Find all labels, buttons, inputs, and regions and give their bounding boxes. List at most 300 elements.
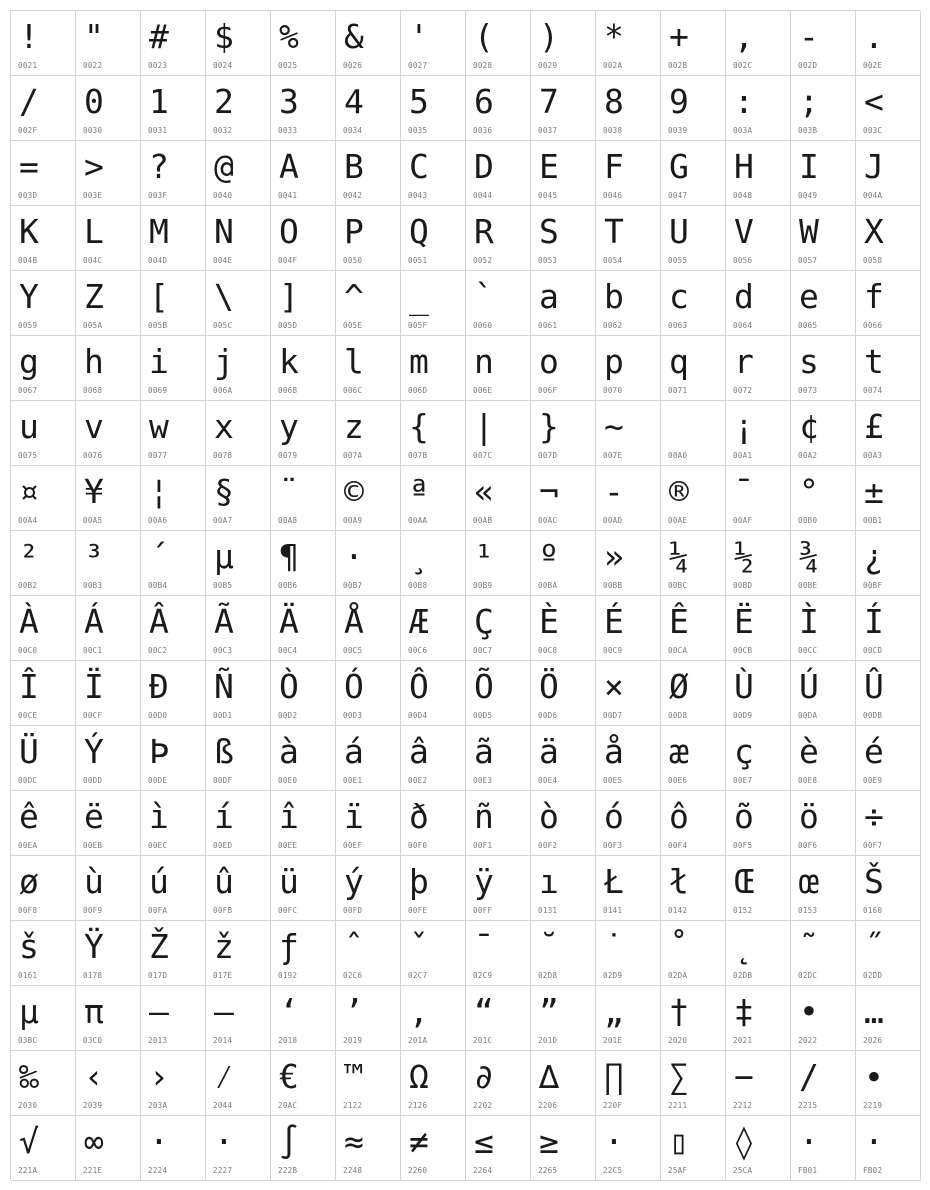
glyph-codepoint: 004A bbox=[863, 191, 883, 200]
glyph-cell bbox=[726, 336, 791, 401]
glyph-cell bbox=[726, 401, 791, 466]
glyph-codepoint: 25CA bbox=[733, 1166, 753, 1175]
glyph-char: Œ bbox=[734, 862, 754, 901]
glyph-cell bbox=[791, 726, 856, 791]
glyph-char: 5 bbox=[409, 82, 429, 121]
glyph-codepoint: 0152 bbox=[733, 906, 753, 915]
glyph-codepoint: 201E bbox=[603, 1036, 623, 1045]
glyph-codepoint: 2224 bbox=[148, 1166, 168, 1175]
glyph-cell bbox=[271, 271, 336, 336]
glyph-cell bbox=[466, 1116, 531, 1181]
glyph-cell bbox=[661, 206, 726, 271]
glyph-cell bbox=[206, 531, 271, 596]
glyph-codepoint: 0142 bbox=[668, 906, 688, 915]
glyph-codepoint: 0074 bbox=[863, 386, 883, 395]
glyph-codepoint: 00E2 bbox=[408, 776, 428, 785]
glyph-char: g bbox=[19, 342, 39, 381]
glyph-char: μ bbox=[19, 992, 39, 1031]
glyph-cell bbox=[596, 1116, 661, 1181]
glyph-char: ð bbox=[409, 797, 429, 836]
glyph-char: Á bbox=[84, 602, 104, 641]
glyph-char: ƒ bbox=[279, 927, 299, 966]
glyph-codepoint: 0025 bbox=[278, 61, 298, 70]
glyph-cell bbox=[791, 921, 856, 986]
glyph-cell bbox=[271, 856, 336, 921]
glyph-char: 1 bbox=[149, 82, 169, 121]
glyph-codepoint: 00D7 bbox=[603, 711, 623, 720]
glyph-char: ı bbox=[539, 862, 559, 901]
glyph-codepoint: 00E1 bbox=[343, 776, 363, 785]
glyph-codepoint: 00DE bbox=[148, 776, 168, 785]
glyph-char: ◊ bbox=[734, 1122, 754, 1161]
glyph-char: ‚ bbox=[409, 992, 429, 1031]
glyph-cell bbox=[11, 596, 76, 661]
glyph-char: ¡ bbox=[734, 407, 754, 446]
glyph-char: u bbox=[19, 407, 39, 446]
glyph-char: i bbox=[149, 342, 169, 381]
glyph-char: : bbox=[734, 82, 754, 121]
glyph-cell bbox=[726, 1051, 791, 1116]
glyph-char: ‹ bbox=[84, 1057, 104, 1096]
glyph-char: # bbox=[149, 17, 169, 56]
glyph-codepoint: 00EE bbox=[278, 841, 298, 850]
glyph-cell bbox=[531, 921, 596, 986]
glyph-char: ¯ bbox=[734, 472, 754, 511]
glyph-cell bbox=[401, 1116, 466, 1181]
glyph-codepoint: 20AC bbox=[278, 1101, 298, 1110]
glyph-char: ∞ bbox=[84, 1122, 104, 1161]
glyph-char: O bbox=[279, 212, 299, 251]
glyph-cell bbox=[206, 1051, 271, 1116]
glyph-char: á bbox=[344, 732, 364, 771]
glyph-char: G bbox=[669, 147, 689, 186]
glyph-cell bbox=[661, 271, 726, 336]
glyph-char: w bbox=[149, 407, 169, 446]
glyph-codepoint: 00CC bbox=[798, 646, 818, 655]
glyph-char: & bbox=[344, 17, 364, 56]
glyph-cell bbox=[466, 856, 531, 921]
glyph-codepoint: 2013 bbox=[148, 1036, 168, 1045]
glyph-codepoint: 00B3 bbox=[83, 581, 103, 590]
glyph-cell bbox=[531, 466, 596, 531]
glyph-char: È bbox=[539, 602, 559, 641]
glyph-cell bbox=[596, 466, 661, 531]
glyph-char: d bbox=[734, 277, 754, 316]
glyph-codepoint: 002F bbox=[18, 126, 38, 135]
glyph-cell bbox=[661, 661, 726, 726]
glyph-char: % bbox=[279, 17, 299, 56]
glyph-codepoint: 0037 bbox=[538, 126, 558, 135]
glyph-char: ˇ bbox=[409, 927, 429, 966]
glyph-char: Ö bbox=[539, 667, 559, 706]
glyph-codepoint: 00A6 bbox=[148, 516, 168, 525]
glyph-codepoint: 017D bbox=[148, 971, 168, 980]
glyph-codepoint: 0076 bbox=[83, 451, 103, 460]
glyph-codepoint: 006B bbox=[278, 386, 298, 395]
glyph-codepoint: 006A bbox=[213, 386, 233, 395]
glyph-cell bbox=[11, 11, 76, 76]
glyph-cell bbox=[596, 206, 661, 271]
glyph-char: e bbox=[799, 277, 819, 316]
glyph-char: Ê bbox=[669, 602, 689, 641]
glyph-codepoint: 00BE bbox=[798, 581, 818, 590]
glyph-char: ∑ bbox=[669, 1057, 689, 1096]
glyph-char: Ł bbox=[604, 862, 624, 901]
glyph-char: π bbox=[84, 992, 104, 1031]
glyph-char: ( bbox=[474, 17, 494, 56]
glyph-char: ½ bbox=[734, 537, 754, 576]
glyph-char: Ÿ bbox=[84, 927, 104, 966]
glyph-cell bbox=[596, 791, 661, 856]
glyph-codepoint: 00D9 bbox=[733, 711, 753, 720]
glyph-char: ! bbox=[19, 17, 39, 56]
glyph-char: < bbox=[864, 82, 884, 121]
glyph-codepoint: 00ED bbox=[213, 841, 233, 850]
glyph-codepoint: 00F2 bbox=[538, 841, 558, 850]
glyph-codepoint: 2022 bbox=[798, 1036, 818, 1045]
glyph-cell bbox=[11, 531, 76, 596]
glyph-char: ‘ bbox=[279, 992, 299, 1031]
glyph-char: À bbox=[19, 602, 39, 641]
glyph-codepoint: 0070 bbox=[603, 386, 623, 395]
glyph-cell bbox=[141, 726, 206, 791]
glyph-codepoint: 0046 bbox=[603, 191, 623, 200]
glyph-char: ã bbox=[474, 732, 494, 771]
glyph-cell bbox=[856, 856, 921, 921]
glyph-cell bbox=[531, 856, 596, 921]
glyph-char: ô bbox=[669, 797, 689, 836]
glyph-cell bbox=[856, 661, 921, 726]
glyph-codepoint: 00D0 bbox=[148, 711, 168, 720]
glyph-cell bbox=[401, 791, 466, 856]
glyph-char: 9 bbox=[669, 82, 689, 121]
glyph-codepoint: 0042 bbox=[343, 191, 363, 200]
glyph-char: ∕ bbox=[799, 1057, 819, 1096]
glyph-codepoint: 017E bbox=[213, 971, 233, 980]
glyph-codepoint: 005C bbox=[213, 321, 233, 330]
glyph-cell bbox=[596, 986, 661, 1051]
glyph-codepoint: 0043 bbox=[408, 191, 428, 200]
glyph-cell bbox=[206, 76, 271, 141]
glyph-char: > bbox=[84, 147, 104, 186]
glyph-cell bbox=[531, 986, 596, 1051]
glyph-cell bbox=[791, 11, 856, 76]
glyph-codepoint: 00C0 bbox=[18, 646, 38, 655]
glyph-char: Ž bbox=[149, 927, 169, 966]
glyph-codepoint: 00C9 bbox=[603, 646, 623, 655]
glyph-codepoint: 0066 bbox=[863, 321, 883, 330]
glyph-cell bbox=[856, 401, 921, 466]
glyph-codepoint: 00E6 bbox=[668, 776, 688, 785]
glyph-codepoint: 2215 bbox=[798, 1101, 818, 1110]
glyph-char: ü bbox=[279, 862, 299, 901]
glyph-cell bbox=[726, 856, 791, 921]
glyph-cell bbox=[206, 661, 271, 726]
glyph-char: s bbox=[799, 342, 819, 381]
glyph-codepoint: 00F7 bbox=[863, 841, 883, 850]
glyph-codepoint: 00D4 bbox=[408, 711, 428, 720]
glyph-cell bbox=[661, 76, 726, 141]
glyph-cell bbox=[401, 401, 466, 466]
glyph-char: Š bbox=[864, 862, 884, 901]
glyph-char: ¿ bbox=[864, 537, 884, 576]
glyph-char: § bbox=[214, 472, 234, 511]
glyph-cell bbox=[336, 336, 401, 401]
glyph-cell bbox=[531, 141, 596, 206]
glyph-cell bbox=[661, 726, 726, 791]
glyph-char: Ç bbox=[474, 602, 494, 641]
glyph-char: J bbox=[864, 147, 884, 186]
glyph-char: Þ bbox=[149, 732, 169, 771]
glyph-char: Û bbox=[864, 667, 884, 706]
glyph-codepoint: 00FD bbox=[343, 906, 363, 915]
glyph-cell bbox=[141, 76, 206, 141]
glyph-codepoint: 0131 bbox=[538, 906, 558, 915]
glyph-char: ø bbox=[19, 862, 39, 901]
glyph-codepoint: 006E bbox=[473, 386, 493, 395]
glyph-char: 6 bbox=[474, 82, 494, 121]
glyph-cell bbox=[856, 1051, 921, 1116]
glyph-codepoint: 00A5 bbox=[83, 516, 103, 525]
glyph-char: Ω bbox=[409, 1057, 429, 1096]
glyph-cell bbox=[401, 986, 466, 1051]
glyph-cell bbox=[11, 141, 76, 206]
glyph-cell bbox=[726, 596, 791, 661]
glyph-codepoint: 00A0 bbox=[668, 451, 688, 460]
glyph-cell bbox=[76, 531, 141, 596]
glyph-char: m bbox=[409, 342, 429, 381]
glyph-char: x bbox=[214, 407, 234, 446]
glyph-char: √ bbox=[19, 1122, 39, 1161]
glyph-char: ˘ bbox=[539, 927, 559, 966]
glyph-char: 8 bbox=[604, 82, 624, 121]
glyph-cell bbox=[726, 11, 791, 76]
glyph-char: ’ bbox=[344, 992, 364, 1031]
glyph-char: l bbox=[344, 342, 364, 381]
glyph-codepoint: 00B6 bbox=[278, 581, 298, 590]
glyph-codepoint: 02DC bbox=[798, 971, 818, 980]
glyph-cell bbox=[76, 206, 141, 271]
glyph-codepoint: 03C0 bbox=[83, 1036, 103, 1045]
glyph-char: c bbox=[669, 277, 689, 316]
glyph-cell bbox=[401, 141, 466, 206]
glyph-char: @ bbox=[214, 147, 234, 186]
glyph-codepoint: 0141 bbox=[603, 906, 623, 915]
glyph-cell bbox=[336, 271, 401, 336]
glyph-cell bbox=[661, 531, 726, 596]
glyph-cell bbox=[271, 791, 336, 856]
glyph-char: ≥ bbox=[539, 1122, 559, 1161]
glyph-codepoint: 0054 bbox=[603, 256, 623, 265]
glyph-cell bbox=[336, 141, 401, 206]
glyph-cell bbox=[206, 791, 271, 856]
glyph-codepoint: 00DB bbox=[863, 711, 883, 720]
glyph-cell bbox=[856, 1116, 921, 1181]
glyph-cell bbox=[466, 791, 531, 856]
glyph-cell bbox=[466, 596, 531, 661]
glyph-cell bbox=[206, 921, 271, 986]
glyph-cell bbox=[11, 206, 76, 271]
glyph-codepoint: 0058 bbox=[863, 256, 883, 265]
glyph-codepoint: 0024 bbox=[213, 61, 233, 70]
glyph-cell bbox=[661, 596, 726, 661]
glyph-codepoint: 2126 bbox=[408, 1101, 428, 1110]
glyph-char: • bbox=[799, 992, 819, 1031]
glyph-codepoint: 0033 bbox=[278, 126, 298, 135]
glyph-char: å bbox=[604, 732, 624, 771]
glyph-codepoint: 0039 bbox=[668, 126, 688, 135]
glyph-cell bbox=[336, 1051, 401, 1116]
glyph-char: › bbox=[149, 1057, 169, 1096]
glyph-cell bbox=[401, 921, 466, 986]
glyph-cell bbox=[336, 1116, 401, 1181]
glyph-char: ∆ bbox=[539, 1057, 559, 1096]
glyph-cell bbox=[466, 336, 531, 401]
glyph-cell bbox=[271, 11, 336, 76]
glyph-codepoint: 00D3 bbox=[343, 711, 363, 720]
glyph-cell bbox=[271, 531, 336, 596]
glyph-char: ° bbox=[799, 472, 819, 511]
glyph-char: { bbox=[409, 407, 429, 446]
glyph-cell bbox=[856, 11, 921, 76]
glyph-cell bbox=[141, 401, 206, 466]
glyph-codepoint: 0067 bbox=[18, 386, 38, 395]
glyph-char: A bbox=[279, 147, 299, 186]
glyph-cell bbox=[141, 596, 206, 661]
glyph-cell bbox=[271, 1116, 336, 1181]
glyph-codepoint: 00E3 bbox=[473, 776, 493, 785]
glyph-char: S bbox=[539, 212, 559, 251]
glyph-char: o bbox=[539, 342, 559, 381]
glyph-char: ” bbox=[539, 992, 559, 1031]
glyph-cell bbox=[531, 1116, 596, 1181]
glyph-char: º bbox=[539, 537, 559, 576]
glyph-char: ˙ bbox=[604, 927, 624, 966]
glyph-codepoint: 2248 bbox=[343, 1166, 363, 1175]
glyph-char: ò bbox=[539, 797, 559, 836]
glyph-codepoint: 003E bbox=[83, 191, 103, 200]
glyph-char: 4 bbox=[344, 82, 364, 121]
glyph-char: ¦ bbox=[149, 472, 169, 511]
glyph-cell bbox=[856, 531, 921, 596]
glyph-char: ¢ bbox=[799, 407, 819, 446]
glyph-cell bbox=[596, 336, 661, 401]
glyph-char: Ë bbox=[734, 602, 754, 641]
glyph-cell bbox=[401, 856, 466, 921]
glyph-codepoint: 00F8 bbox=[18, 906, 38, 915]
glyph-cell bbox=[141, 206, 206, 271]
glyph-cell bbox=[856, 76, 921, 141]
glyph-char: ² bbox=[19, 537, 39, 576]
glyph-char: ® bbox=[669, 472, 689, 511]
glyph-cell bbox=[726, 76, 791, 141]
glyph-codepoint: 0031 bbox=[148, 126, 168, 135]
glyph-codepoint: 02C7 bbox=[408, 971, 428, 980]
glyph-char: “ bbox=[474, 992, 494, 1031]
glyph-cell bbox=[206, 596, 271, 661]
glyph-char: ñ bbox=[474, 797, 494, 836]
glyph-codepoint: 00DA bbox=[798, 711, 818, 720]
glyph-char: µ bbox=[214, 537, 234, 576]
glyph-char: N bbox=[214, 212, 234, 251]
glyph-codepoint: 00FF bbox=[473, 906, 493, 915]
glyph-cell bbox=[271, 401, 336, 466]
glyph-char: ≤ bbox=[474, 1122, 494, 1161]
glyph-codepoint: 00AD bbox=[603, 516, 623, 525]
glyph-char: Ú bbox=[799, 667, 819, 706]
glyph-cell bbox=[466, 531, 531, 596]
glyph-codepoint: 003A bbox=[733, 126, 753, 135]
glyph-char: Ã bbox=[214, 602, 234, 641]
glyph-char: ▯ bbox=[669, 1122, 689, 1161]
glyph-cell bbox=[791, 206, 856, 271]
glyph-char: Õ bbox=[474, 667, 494, 706]
glyph-cell bbox=[791, 596, 856, 661]
glyph-char: â bbox=[409, 732, 429, 771]
glyph-codepoint: 0029 bbox=[538, 61, 558, 70]
glyph-char: C bbox=[409, 147, 429, 186]
glyph-char: ¹ bbox=[474, 537, 494, 576]
glyph-char: ‰ bbox=[19, 1057, 39, 1096]
glyph-char: ∂ bbox=[474, 1057, 494, 1096]
glyph-char: ˚ bbox=[669, 927, 689, 966]
glyph-cell bbox=[791, 661, 856, 726]
glyph-codepoint: 006C bbox=[343, 386, 363, 395]
glyph-cell bbox=[791, 856, 856, 921]
glyph-cell bbox=[336, 206, 401, 271]
glyph-codepoint: 02DB bbox=[733, 971, 753, 980]
glyph-cell bbox=[401, 596, 466, 661]
glyph-cell bbox=[726, 206, 791, 271]
glyph-char: " bbox=[84, 17, 104, 56]
glyph-codepoint: 02DA bbox=[668, 971, 688, 980]
glyph-char: ´ bbox=[149, 537, 169, 576]
glyph-char: € bbox=[279, 1057, 299, 1096]
glyph-char: } bbox=[539, 407, 559, 446]
glyph-codepoint: 00A3 bbox=[863, 451, 883, 460]
glyph-codepoint: 0061 bbox=[538, 321, 558, 330]
glyph-codepoint: 0072 bbox=[733, 386, 753, 395]
glyph-codepoint: 0026 bbox=[343, 61, 363, 70]
glyph-codepoint: 00C5 bbox=[343, 646, 363, 655]
glyph-codepoint: FB02 bbox=[863, 1166, 883, 1175]
glyph-char: ÿ bbox=[474, 862, 494, 901]
glyph-char: t bbox=[864, 342, 884, 381]
glyph-codepoint: 003C bbox=[863, 126, 883, 135]
glyph-char: ¸ bbox=[409, 537, 429, 576]
glyph-cell bbox=[726, 661, 791, 726]
glyph-codepoint: 0079 bbox=[278, 451, 298, 460]
glyph-cell bbox=[76, 1051, 141, 1116]
glyph-char: + bbox=[669, 17, 689, 56]
glyph-cell bbox=[596, 11, 661, 76]
glyph-cell bbox=[856, 726, 921, 791]
glyph-codepoint: 00D2 bbox=[278, 711, 298, 720]
glyph-codepoint: 201A bbox=[408, 1036, 428, 1045]
glyph-cell bbox=[596, 856, 661, 921]
glyph-codepoint: 002C bbox=[733, 61, 753, 70]
glyph-codepoint: 00CE bbox=[18, 711, 38, 720]
glyph-char: ý bbox=[344, 862, 364, 901]
glyph-cell bbox=[791, 141, 856, 206]
glyph-char: ∙ bbox=[864, 1057, 884, 1096]
glyph-char: õ bbox=[734, 797, 754, 836]
glyph-char: 0 bbox=[84, 82, 104, 121]
glyph-codepoint: 0041 bbox=[278, 191, 298, 200]
glyph-cell bbox=[206, 466, 271, 531]
glyph-char: ł bbox=[669, 862, 689, 901]
glyph-codepoint: 002A bbox=[603, 61, 623, 70]
